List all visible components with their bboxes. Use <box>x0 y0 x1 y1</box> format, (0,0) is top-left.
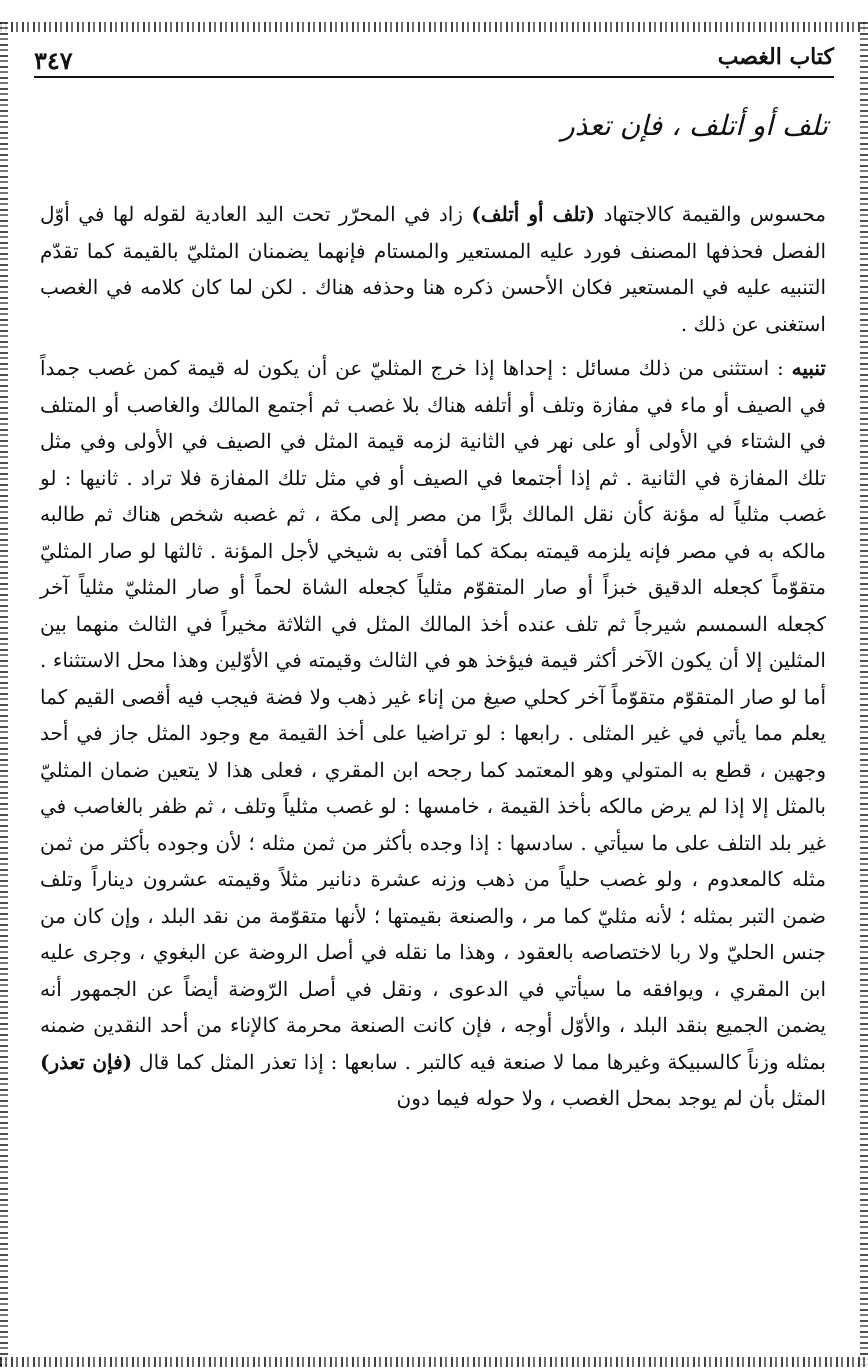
ornamental-border-right <box>860 22 868 1367</box>
ornamental-border-top <box>0 22 868 32</box>
text-run: محسوس والقيمة كالاجتهاد <box>595 202 827 226</box>
commentary-paragraph <box>40 196 826 342</box>
commentary-paragraph <box>40 350 826 1117</box>
matn-text <box>48 98 828 154</box>
page-number: ٣٤٧ <box>34 46 73 75</box>
ornamental-border-left <box>0 22 8 1367</box>
note-label: تنبيه <box>791 356 826 380</box>
commentary-body <box>40 196 826 1125</box>
text-run: زاد في المحرّر تحت اليد العادية لقوله لها في أوّل الفصل فحذفها المصنف فورد عليه المستعير والمستام فإنهما يضمنان المثليّ بالقيمة كما تقدّم التنبيه عليه في المستعير فكان الأحسن ذكره هنا وحذفه هناك . لكن لما كان كلامه في الغصب استغنى عن ذلك . <box>40 202 826 336</box>
matn-quote: (تلف أو أتلف) <box>471 202 596 226</box>
text-run: : استثنى من ذلك مسائل : إحداها إذا خرج المثليّ عن أن يكون له قيمة كمن غصب جمداً في الصيف أو ماء في مفازة وتلف أو أتلفه هناك بلا غصب ثم أجتمع المالك والغاصب أو المتلف في الشتاء في الأولى أو على نهر في الثانية لزمه قيمة المثل في الصيف في الأولى وفي مثل تلك المفازة في الثانية . ثم إذا أجتمعا في الصيف أو في مثل تلك المفازة فلا تراد . ثانيها : لو غصب مثلياً له مؤنة كأن نقل المالك برًّا من مصر إلى مكة ، ثم غصبه شخص هناك ثم طالبه مالكه به في مصر فإنه يلزمه قيمته بمكة كما أفتى به شيخي لأجل المؤنة . ثالثها لو صار المثليّ متقوّماً كجعله الدقيق خبزاً أو صار المتقوّم مثلياً كجعله الشاة لحماً أو صار المثليّ مثلياً آخر كجعله السمسم شيرجاً ثم تلف عنده أخذ المالك المثل في الثلاثة مخيراً في الثالث منهما بين المثلين إلا أن يكون الآخر أكثر قيمة فيؤخذ هو في الثالث وقيمته في الأوّلين وهذا محل الاستثناء . أما لو صار المتقوّم متقوّماً آخر كحلي صيغ من إناء غير ذهب ولا فضة فيجب فيه أقصى القيم كما يعلم مما يأتي في غير المثلى . رابعها : لو تراضيا على أخذ القيمة مع وجود المثل جاز في أحد وجهين ، قطع به المتولي وهو المعتمد كما رجحه ابن المقري ، فعلى هذا لا يتعين ضمان المثليّ بالمثل إلا إذا لم يرض مالكه بأخذ القيمة ، خامسها : لو غصب مثلياً وتلف ، ثم ظفر بالغاصب في غير بلد التلف على ما سيأتي . سادسها : إذا وجده بأكثر من ثمن مثله ؛ لأن وجوده بأكثر من ثمن مثله كالمعدوم ، ولو غصب حلياً من ذهب وزنه عشرة دنانير مثلاً وقيمته عشرون ديناراً وتلف ضمن التبر بمثله ؛ لأنه مثليّ كما مر ، والصنعة بقيمتها ؛ لأنها متقوّمة من نقد البلد ، وإن كان من جنس الحليّ ولا ربا لاختصاصه بالعقود ، وهذا ما نقله في أصل الروضة عن البغوي ، وجرى عليه ابن المقري ، ويوافقه ما سيأتي في الدعوى ، ونقل في أصل الرّوضة أيضاً عن الجمهور أنه يضمن الجميع بنقد البلد ، والأوّل أوجه ، فإن كانت الصنعة محرمة كالإناء من أحد النقدين ضمنه بمثله وزناً كالسبيكة وغيرها مما لا صنعة فيه كالتبر . سابعها : إذا تعذر المثل كما قال <box>40 356 826 1074</box>
matn-quote: (فإن تعذر) <box>40 1049 133 1074</box>
ornamental-border-bottom <box>0 1357 868 1367</box>
page-header <box>34 40 834 80</box>
matn-line: تلف أو أتلف ، فإن تعذر <box>561 109 828 142</box>
text-run: المثل بأن لم يوجد بمحل الغصب ، ولا حوله فيما دون <box>396 1086 826 1110</box>
header-divider <box>34 76 834 78</box>
chapter-title: كتاب الغصب <box>717 44 834 70</box>
